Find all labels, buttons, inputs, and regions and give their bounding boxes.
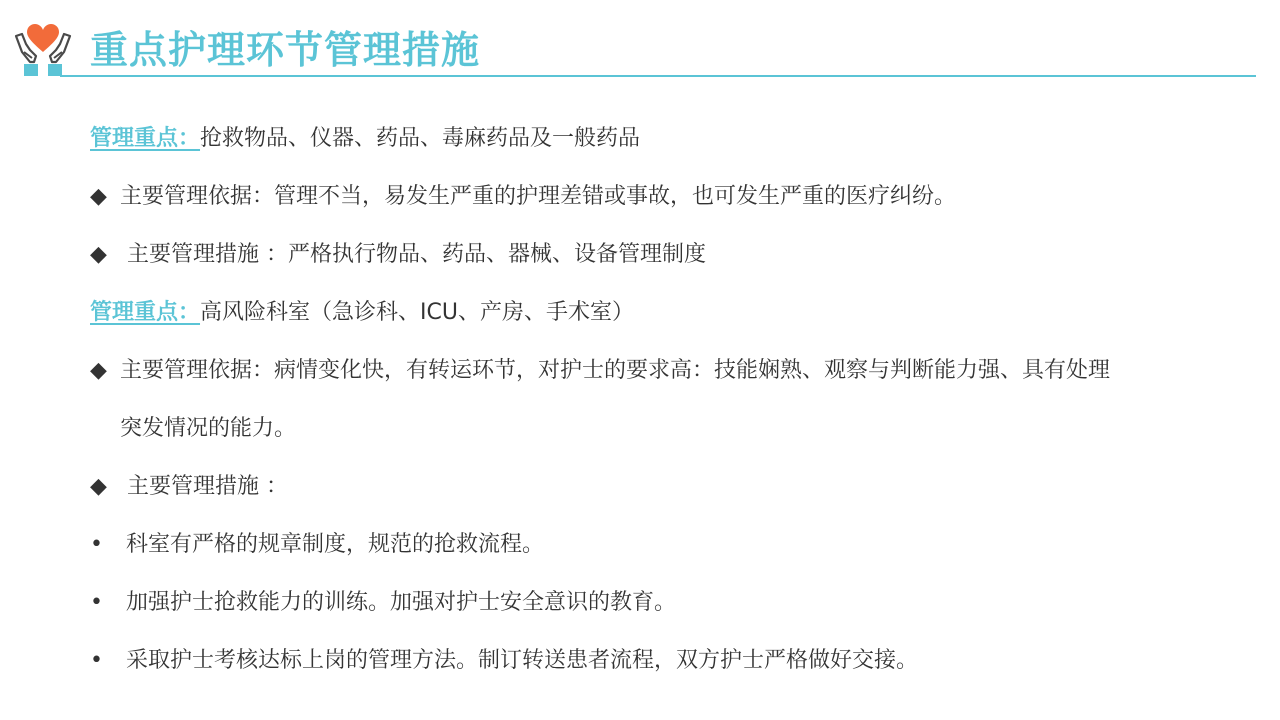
list-item-text: 采取护士考核达标上岗的管理方法。制订转送患者流程，双方护士严格做好交接。 xyxy=(126,648,919,673)
dot-bullet-icon: • xyxy=(90,648,103,673)
basis-line-2-continued xyxy=(90,400,1250,458)
heart-in-hands-icon xyxy=(12,22,74,78)
list-item xyxy=(90,516,1250,574)
measures-text: 主要管理措施 ：严格执行物品、药品、器械、设备管理制度 xyxy=(120,242,706,267)
page-title: 重点护理环节管理措施 xyxy=(90,28,481,72)
dot-bullet-icon: • xyxy=(90,532,103,557)
focus-key-label: 管理重点： xyxy=(90,126,201,151)
basis-text: 主要管理依据：管理不当，易发生严重的护理差错或事故，也可发生严重的医疗纠纷。 xyxy=(120,184,957,209)
measures-text: 主要管理措施 ： xyxy=(120,474,288,499)
title-divider xyxy=(60,75,1256,77)
content-body xyxy=(90,110,1250,690)
slide-header xyxy=(12,22,480,78)
basis-line-2 xyxy=(90,342,1250,400)
basis-text-continued: 突发情况的能力。 xyxy=(120,416,297,441)
list-item xyxy=(90,632,1250,690)
focus-value: 高风险科室（急诊科、ICU、产房、手术室） xyxy=(200,300,634,325)
focus-line-2 xyxy=(90,284,1250,342)
focus-value: 抢救物品、仪器、药品、毒麻药品及一般药品 xyxy=(200,126,641,151)
focus-line-1 xyxy=(90,110,1250,168)
list-item-text: 加强护士抢救能力的训练。加强对护士安全意识的教育。 xyxy=(126,590,677,615)
diamond-bullet-icon: ◆ xyxy=(90,184,107,209)
basis-text: 主要管理依据：病情变化快，有转运环节，对护士的要求高：技能娴熟、观察与判断能力强、具有处理 xyxy=(120,358,1111,383)
measures-line-2 xyxy=(90,458,1250,516)
diamond-bullet-icon: ◆ xyxy=(90,242,107,267)
focus-key-label: 管理重点： xyxy=(90,300,201,325)
dot-bullet-icon: • xyxy=(90,590,103,615)
basis-line-1 xyxy=(90,168,1250,226)
diamond-bullet-icon: ◆ xyxy=(90,358,107,383)
list-item xyxy=(90,574,1250,632)
list-item-text: 科室有严格的规章制度，规范的抢救流程。 xyxy=(126,532,545,557)
measures-line-1 xyxy=(90,226,1250,284)
diamond-bullet-icon: ◆ xyxy=(90,474,107,499)
